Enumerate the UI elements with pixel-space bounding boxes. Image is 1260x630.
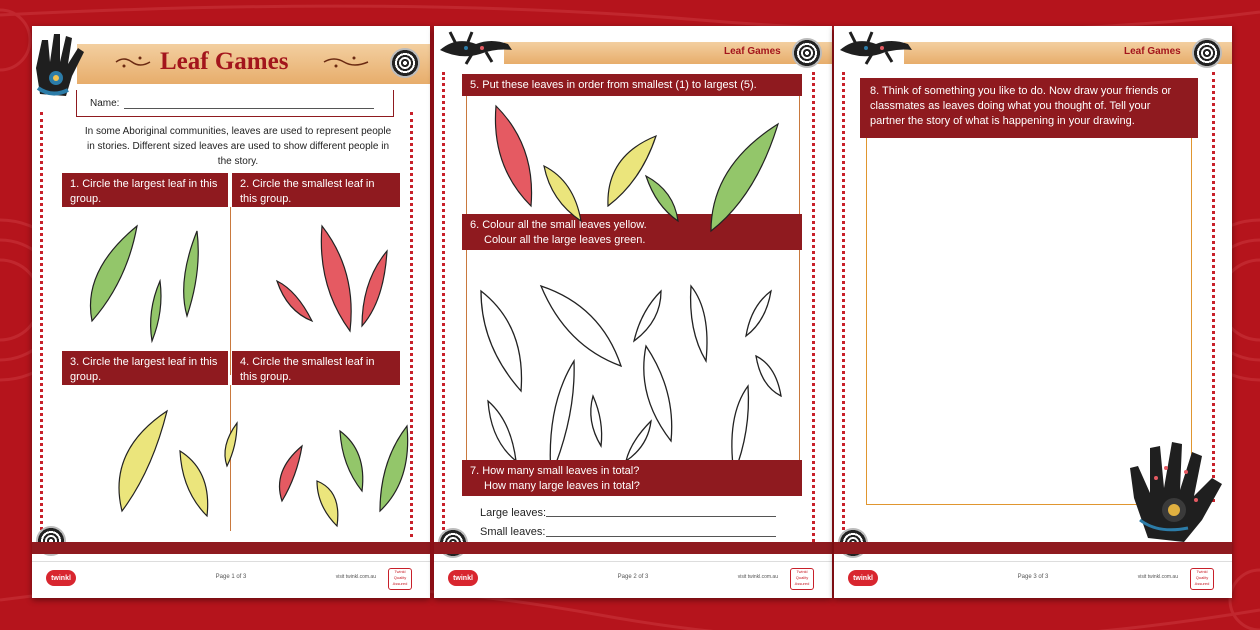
concentric-circle-icon xyxy=(792,38,822,68)
twinkl-logo[interactable]: twinkl xyxy=(848,570,878,586)
footer-bar xyxy=(434,542,832,554)
footer-url[interactable]: visit twinkl.com.au xyxy=(737,574,778,580)
leaf-q3-small xyxy=(225,423,237,466)
quality-badge: Twinkl Quality Assured xyxy=(1190,568,1214,590)
leaf-illustrations-page2 xyxy=(466,96,806,466)
dot-trail-right xyxy=(322,56,372,68)
leaf-order-red xyxy=(495,106,531,206)
twinkl-logo[interactable]: twinkl xyxy=(46,570,76,586)
q7-line1: 7. How many small leaves in total? xyxy=(470,465,640,477)
left-dot-border xyxy=(842,72,849,542)
leaf-order-green-large xyxy=(711,124,778,231)
question-1-banner: 1. Circle the largest leaf in this group. xyxy=(62,173,228,207)
outline-leaf-6 xyxy=(550,361,574,476)
leaf-order-green-small xyxy=(646,176,678,221)
page-number: Page 1 of 3 xyxy=(215,574,247,580)
header-strip xyxy=(904,42,1232,64)
outline-leaf-4 xyxy=(691,286,707,361)
page-number: Page 2 of 3 xyxy=(617,574,649,580)
footer-url[interactable]: visit twinkl.com.au xyxy=(335,574,376,580)
header-strip xyxy=(504,42,832,64)
outline-leaf-10 xyxy=(591,396,602,446)
leaf-q1-small xyxy=(151,281,161,341)
leaf-q3-large xyxy=(119,411,167,511)
leaf-q2-small xyxy=(277,281,312,321)
outline-leaf-9 xyxy=(488,401,516,461)
page-footer xyxy=(434,561,832,598)
footer-bar xyxy=(834,542,1232,554)
leaf-q4-green-small xyxy=(340,431,363,491)
dot-trail-left xyxy=(114,56,154,68)
leaf-q1-large xyxy=(90,226,137,321)
page-number: Page 3 of 3 xyxy=(1017,574,1049,580)
worksheet-page-3 xyxy=(834,26,1232,598)
q6-line2: Colour all the large leaves green. xyxy=(484,234,646,246)
leaf-q2-medium xyxy=(362,251,387,326)
question-7-banner xyxy=(462,460,802,496)
twinkl-logo[interactable]: twinkl xyxy=(448,570,478,586)
leaf-q4-red xyxy=(280,446,303,501)
outline-leaf-5 xyxy=(746,291,771,336)
large-leaves-answer-line[interactable] xyxy=(546,516,776,517)
q7-line2: How many large leaves in total? xyxy=(484,480,640,492)
hand-art-icon xyxy=(1128,438,1228,548)
lizard-art-icon xyxy=(836,30,916,64)
name-box xyxy=(76,90,394,117)
page-footer xyxy=(32,561,430,598)
header-title: Leaf Games xyxy=(724,46,781,57)
outline-leaf-8 xyxy=(756,356,781,396)
question-3-banner: 3. Circle the largest leaf in this group. xyxy=(62,351,228,385)
concentric-circle-icon xyxy=(1192,38,1222,68)
leaf-q1-medium xyxy=(184,231,199,316)
quality-badge: Twinkl Quality Assured xyxy=(388,568,412,590)
name-input-line[interactable] xyxy=(124,108,374,109)
leaf-order-yellow-small xyxy=(544,166,581,221)
question-4-banner: 4. Circle the smallest leaf in this group. xyxy=(232,351,400,385)
outline-leaf-11 xyxy=(626,421,651,461)
page-footer xyxy=(834,561,1232,598)
concentric-circle-icon xyxy=(390,48,420,78)
footer-bar xyxy=(32,542,430,554)
leaf-q3-medium xyxy=(180,451,208,516)
q6-line1: 6. Colour all the small leaves yellow. xyxy=(470,219,647,231)
small-leaves-answer-line[interactable] xyxy=(546,536,776,537)
leaf-illustrations-page1 xyxy=(62,211,402,531)
leaf-q4-green-large xyxy=(380,426,408,511)
lizard-art-icon xyxy=(436,30,516,64)
header-title: Leaf Games xyxy=(1124,46,1181,57)
footer-url[interactable]: visit twinkl.com.au xyxy=(1137,574,1178,580)
right-dot-border xyxy=(812,72,819,542)
leaf-q2-large xyxy=(321,226,351,331)
right-dot-border xyxy=(410,112,417,537)
outline-leaf-3 xyxy=(634,291,661,341)
question-2-banner: 2. Circle the smallest leaf in this group. xyxy=(232,173,400,207)
question-5-banner: 5. Put these leaves in order from smallest (1) to largest (5). xyxy=(462,74,802,96)
intro-text: In some Aboriginal communities, leaves are used to represent people in stories. Different sized leaves are used to show different people in the story. xyxy=(84,126,392,167)
worksheet-page-1 xyxy=(32,26,430,598)
worksheet-page-2 xyxy=(434,26,832,598)
question-8-banner: 8. Think of something you like to do. Now draw your friends or classmates as leaves doing what you thought of. Tell your partner the story of what is happening in your drawing. xyxy=(860,78,1198,138)
left-dot-border xyxy=(40,112,47,537)
name-label: Name: xyxy=(90,98,120,109)
quality-badge: Twinkl Quality Assured xyxy=(790,568,814,590)
small-leaves-label: Small leaves: xyxy=(480,526,546,538)
outline-leaf-1 xyxy=(481,291,522,391)
leaf-order-yellow-large xyxy=(608,136,656,206)
large-leaves-label: Large leaves: xyxy=(480,507,547,519)
leaf-q4-yellow xyxy=(317,481,338,526)
left-dot-border xyxy=(442,72,449,542)
page-title: Leaf Games xyxy=(160,48,289,75)
outline-leaf-2 xyxy=(541,286,621,366)
